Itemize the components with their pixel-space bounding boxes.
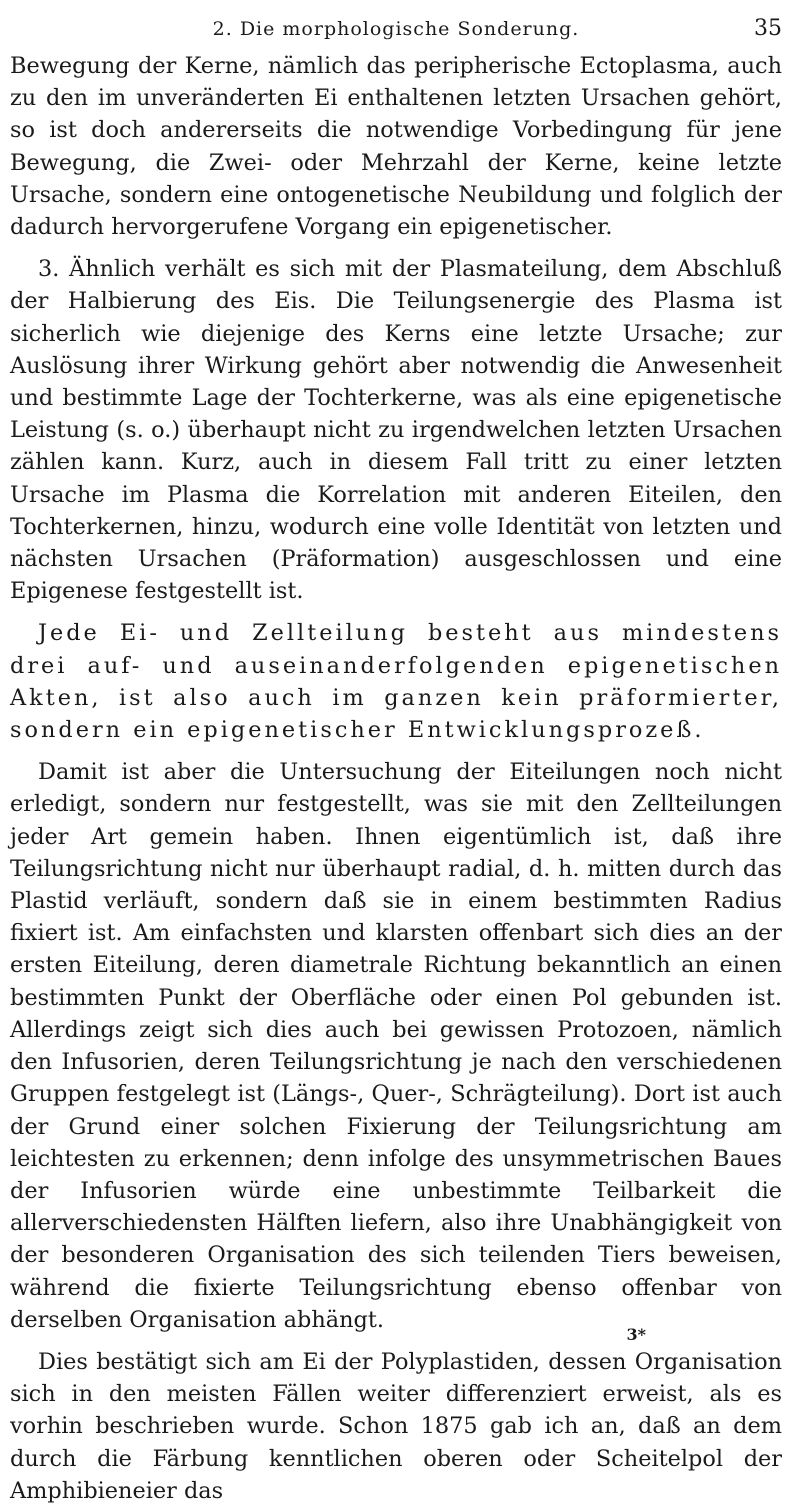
paragraph-gap — [10, 607, 782, 617]
running-title: 2. Die morphologische Sonderung. — [212, 18, 580, 40]
page-number: 35 — [754, 16, 782, 41]
paragraph: Bewegung der Kerne, nämlich das peripherische Ectoplasma, auch zu den im unveränderten Ei enthaltenen letzten Ursachen gehört, so ist doch andererseits die notwendige Vorbedingung für jene Bewegung, die Zwei- oder Mehrzahl der Kerne, keine letzte Ursache, sondern eine ontogenetische Neubildung und folglich der dadurch hervorgerufene Vorgang ein epigenetischer. — [10, 53, 782, 241]
paragraph-gap — [10, 243, 782, 253]
body-text — [10, 50, 782, 1507]
paragraph: 3. Ähnlich verhält es sich mit der Plasmateilung, dem Abschluß der Halbierung des Eis. Die Teilungsenergie des Plasma ist sicherlich wie diejenige des Kerns eine letzte Ursache; zur Auslösung ihrer Wirkung gehört aber notwendig die Anwesenheit und bestimmte Lage der Tochterkerne, was als eine epigenetische Leistung (s. o.) überhaupt nicht zu irgendwelchen letzten Ursachen zählen kann. Kurz, auch in diesem Fall tritt zu einer letzten Ursache im Plasma die Korrelation mit anderen Eiteilen, den Tochterkernen, hinzu, wodurch eine volle Identität von letzten und nächsten Ursachen (Präformation) ausgeschlossen und eine Epigenese festgestellt ist. — [10, 256, 782, 605]
paragraph-gap — [10, 1336, 782, 1346]
running-header — [10, 10, 782, 50]
emphasized-paragraph: Jede Ei- und Zellteilung besteht aus mindestens drei auf- und auseinanderfolgenden epigenetischen Akten, ist also auch im ganzen kein präformierter, sondern ein epigenetischer Entwicklungsprozeß. — [10, 620, 782, 744]
document-page — [10, 10, 782, 1504]
paragraph: Damit ist aber die Untersuchung der Eiteilungen noch nicht erledigt, sondern nur festgestellt, was sie mit den Zellteilungen jeder Art gemein haben. Ihnen eigentümlich ist, daß ihre Teilungsrichtung nicht nur überhaupt radial, d. h. mitten durch das Plastid verläuft, sondern daß sie in einem bestimmten Radius fixiert ist. Am einfachsten und klarsten offenbart sich dies an der ersten Eiteilung, deren diametrale Richtung bekanntlich an einen bestimmten Punkt der Oberfläche oder einen Pol gebunden ist. Allerdings zeigt sich dies auch bei gewissen Protozoen, nämlich den Infusorien, deren Teilungsrichtung je nach den verschiedenen Gruppen festgelegt ist (Längs-, Quer-, Schrägteilung). Dort ist auch der Grund einer solchen Fixierung der Teilungsrichtung am leichtesten zu erkennen; denn infolge des unsymmetrischen Baues der Infusorien würde eine unbestimmte Teilbarkeit die allerverschiedensten Hälften liefern, also ihre Unabhängigkeit von der besonderen Organisation des sich teilenden Tiers beweisen, während die fixierte Teilungsrichtung ebenso offenbar von derselben Organisation abhängt. — [10, 759, 782, 1333]
paragraph: Dies bestätigt sich am Ei der Polyplastiden, dessen Organisation sich in den meisten Fällen weiter differenziert erweist, als es vorhin beschrieben wurde. Schon 1875 gab ich an, daß an dem durch die Färbung kenntlichen oberen oder Scheitelpol der Amphibieneier das — [10, 1348, 782, 1504]
paragraph-gap — [10, 746, 782, 756]
signature-mark: 3* — [626, 1325, 646, 1344]
